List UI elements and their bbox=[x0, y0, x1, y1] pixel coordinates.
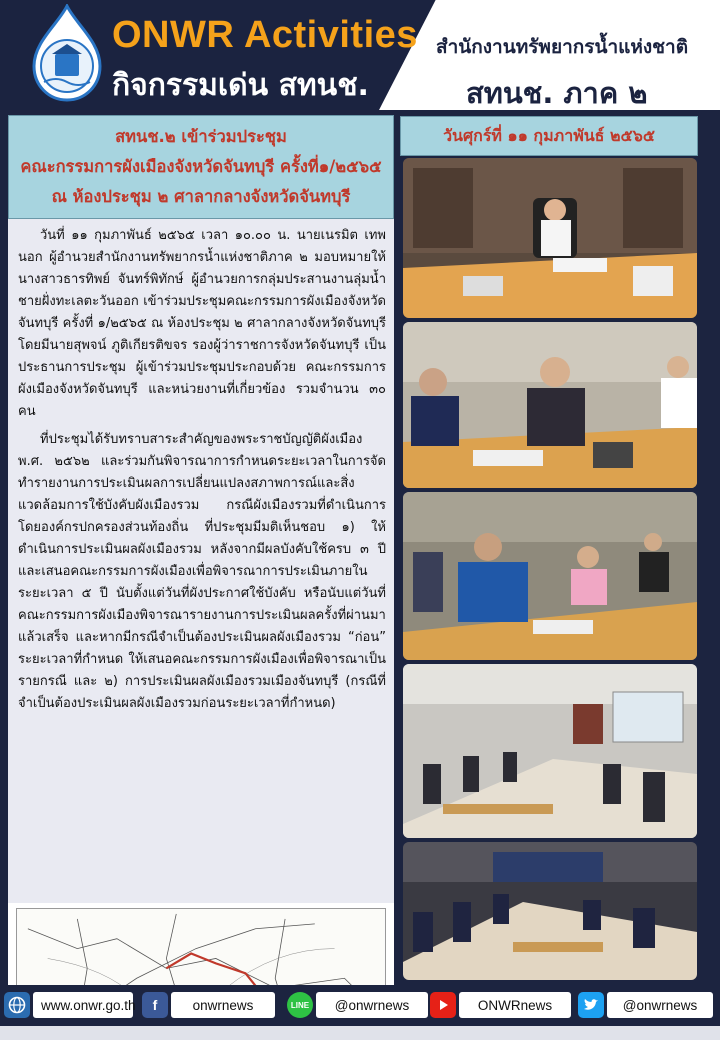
facebook-icon: f bbox=[142, 992, 168, 1018]
website-link[interactable] bbox=[4, 991, 136, 1019]
line-link[interactable] bbox=[287, 991, 428, 1019]
footer-bar bbox=[0, 985, 720, 1040]
twitter-icon bbox=[578, 992, 604, 1018]
facebook-link[interactable] bbox=[142, 991, 275, 1019]
article-title-line: สทนช.๒ เข้าร่วมประชุม bbox=[115, 127, 287, 146]
organization-name: สำนักงานทรัพยากรน้ำแห่งชาติ bbox=[436, 36, 689, 58]
globe-icon bbox=[4, 992, 30, 1018]
event-date: วันศุกร์ที่ ๑๑ กุมภาพันธ์ ๒๕๖๕ bbox=[400, 116, 698, 156]
logo-emblem bbox=[28, 4, 106, 102]
meeting-photo bbox=[403, 158, 697, 318]
youtube-link[interactable] bbox=[430, 991, 571, 1019]
youtube-label: ONWRnews bbox=[459, 992, 571, 1018]
article-paragraph: วันที่ ๑๑ กุมภาพันธ์ ๒๕๖๕ เวลา ๑๐.๐๐ น. นายเนรมิต เทพนอก ผู้อำนวยสำนักงานทรัพยากรน้ำแห่งชาติภาค ๒ มอบหมายให้ นางสาวธารทิพย์ จันทร์พิทักษ์ ผู้อำนวยการกลุ่มประสานงานลุ่มน้ำชายฝั่งทะเลตะวันออก เข้าร่วมประชุมคณะกรรมการผังเมืองจังหวัดจันทบุรี ครั้งที่ ๑/๒๕๖๕ ณ ห้องประชุม ๒ ศาลากลางจังหวัดจันทบุรี โดยมีนายสุพจน์ ภูติเกียรติขจร รองผู้ว่าราชการจังหวัดจันทบุรี เป็นประธานการประชุม ผู้เข้าร่วมประชุมประกอบด้วย คณะกรรมการผังเมืองจังหวัดจันทบุรี และหน่วยงานที่เกี่ยวข้อง รวมจำนวน ๓๐ คน bbox=[18, 228, 386, 419]
meeting-photo bbox=[403, 492, 697, 660]
title-thai: กิจกรรมเด่น สทนช. bbox=[112, 68, 369, 103]
article-column bbox=[8, 115, 394, 985]
header-banner bbox=[0, 0, 720, 110]
article-title-line: คณะกรรมการผังเมืองจังหวัดจันทบุรี ครั้งที่๑/๒๕๖๕ bbox=[20, 157, 382, 176]
twitter-link[interactable] bbox=[578, 991, 713, 1019]
region-name: สทนช. ภาค ๒ bbox=[466, 76, 648, 110]
meeting-photo bbox=[403, 322, 697, 488]
meeting-photo bbox=[403, 842, 697, 980]
footer-stripe bbox=[0, 1026, 720, 1040]
youtube-icon bbox=[430, 992, 456, 1018]
facebook-label: onwrnews bbox=[171, 992, 275, 1018]
article-title bbox=[8, 115, 394, 219]
article-title-line: ณ ห้องประชุม ๒ ศาลากลางจังหวัดจันทบุรี bbox=[51, 187, 351, 206]
article-body bbox=[8, 219, 394, 903]
line-icon: LINE bbox=[287, 992, 313, 1018]
line-label: @onwrnews bbox=[316, 992, 428, 1018]
title-english: ONWR Activities bbox=[112, 14, 418, 56]
website-label: www.onwr.go.th bbox=[33, 992, 133, 1018]
article-paragraph: ที่ประชุมได้รับทราบสาระสำคัญของพระราชบัญญัติผังเมือง พ.ศ. ๒๕๖๒ และร่วมกันพิจารณาการกำหนดระยะเวลาในการจัดทำรายงานการประเมินผลการเปลี่ยนแปลงสภาพการณ์และสิ่งแวดล้อมการใช้บังคับผังเมืองรวม กรณีผังเมืองรวมที่ดำเนินการโดยองค์กรปกครองส่วนท้องถิ่น ที่ประชุมมีมติเห็นชอบ ๑) ให้ดำเนินการประเมินผลผังเมืองรวม หลังจากมีผลบังคับใช้ครบ ๓ ปี และเสนอคณะกรรมการผังเมืองเพื่อพิจารณาการประเมินภายในระยะเวลา ๕ ปี นับตั้งแต่วันที่ผังประกาศใช้บังคับ หรือนับแต่วันที่คณะกรรมการผังเมืองพิจารณารายงานการประเมินผลครั้งที่ผ่านมาแล้วเสร็จ และหากมีกรณีจำเป็นต้องประเมินผลผังเมืองรวม “ก่อน” ระยะเวลาที่กำหนด ให้เสนอคณะกรรมการผังเมืองเพื่อพิจารณาเป็นรายกรณี และ ๒) การประเมินผลผังเมืองรวมเมืองจันทบุรี (กรณีที่จำเป็นต้องประเมินผลผังเมืองรวมก่อนระยะเวลาที่กำหนด) bbox=[18, 432, 386, 711]
meeting-photo bbox=[403, 664, 697, 838]
twitter-label: @onwrnews bbox=[607, 992, 713, 1018]
